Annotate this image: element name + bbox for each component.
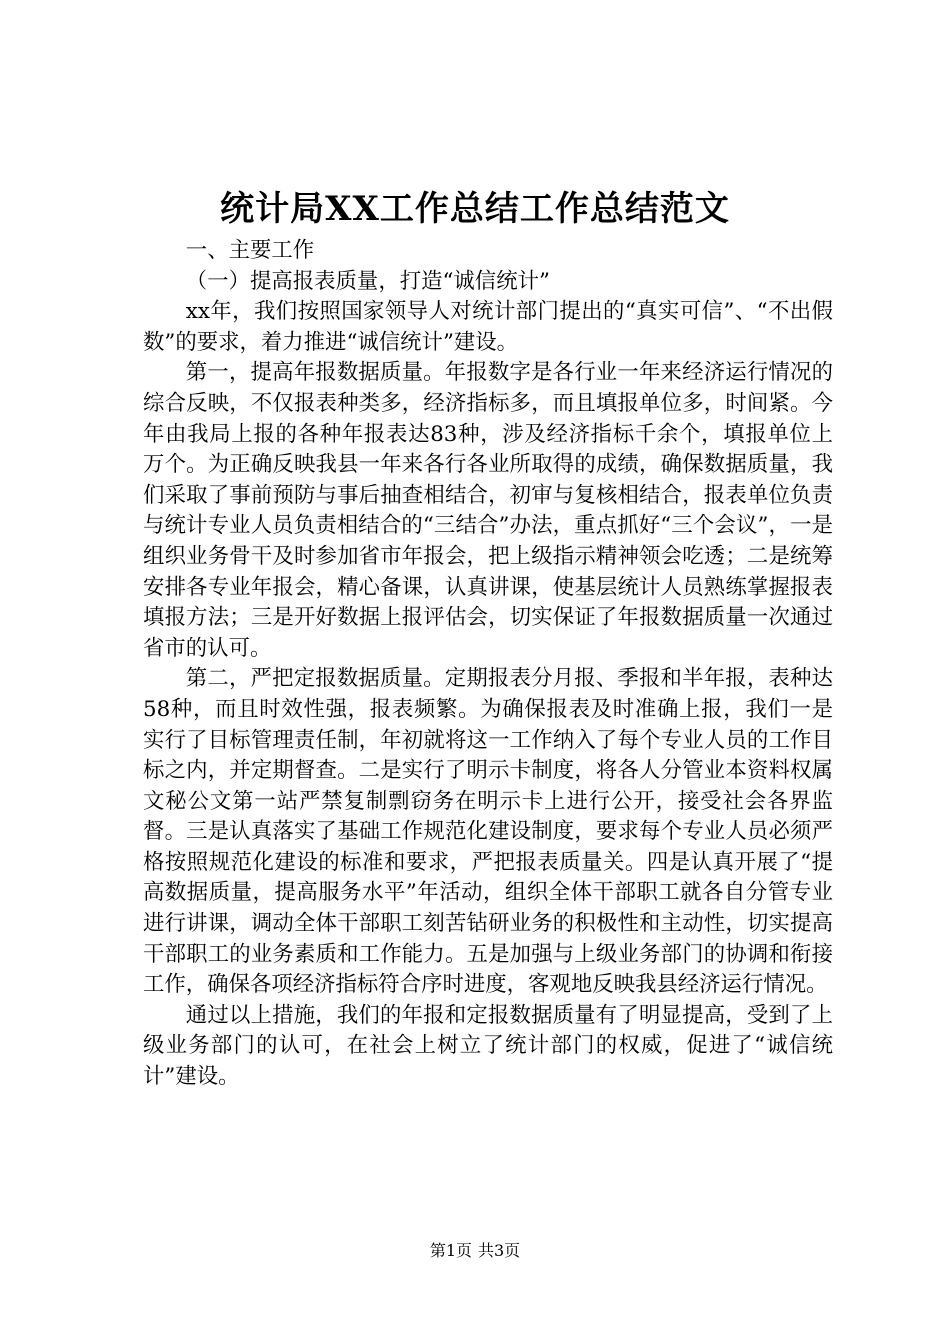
subsection-heading: （一）提高报表质量，打造“诚信统计” bbox=[185, 268, 550, 294]
body-paragraph: 第二，严把定报数据质量。定期报表分月报、季报和半年报，表种达58种，而且时效性强，报表频繁。为确保报表及时准确上报，我们一是实行了目标管理责任制，年初就将这一工作纳入了每个专业人员的工作目标之内，并定期督查。二是实行了明示卡制度，将各人分管业本资料权属文秘公文第一站严禁复制剽窃务在明示卡上进行公开，接受社会各界监督。三是认真落实了基础工作规范化建设制度，要求每个专业人员必须严格按照规范化建设的标准和要求，严把报表质量关。四是认真开展了“提高数据质量，提高服务水平”年活动，组织全体干部职工就各自分管专业进行讲课，调动全体干部职工刻苦钻研业务的积极性和主动性，切实提高干部职工的业务素质和工作能力。五是加强与上级业务部门的协调和衔接工作，确保各项经济指标符合序时进度，客观地反映我县经济运行情况。 bbox=[143, 666, 833, 998]
document-body bbox=[143, 236, 833, 1093]
page-number: 第1页 bbox=[429, 1241, 472, 1260]
page-total: 共3页 bbox=[478, 1241, 521, 1260]
page-title: 统计局XX工作总结工作总结范文 bbox=[220, 189, 730, 229]
body-paragraph: 通过以上措施，我们的年报和定报数据质量有了明显提高，受到了上级业务部门的认可，在社会上树立了统计部门的权威，促进了“诚信统计”建设。 bbox=[143, 1002, 833, 1090]
page-footer bbox=[0, 1240, 950, 1262]
body-paragraph: xx年，我们按照国家领导人对统计部门提出的“真实可信”、“不出假数”的要求，着力推进“诚信统计”建设。 bbox=[143, 299, 833, 355]
section-heading: 一、主要工作 bbox=[185, 238, 315, 263]
body-paragraph: 第一，提高年报数据质量。年报数字是各行业一年来经济运行情况的综合反映，不仅报表种类多，经济指标多，而且填报单位多，时间紧。今年由我局上报的各种年报表达83种，涉及经济指标千余个，填报单位上万个。为正确反映我县一年来各行各业所取得的成绩，确保数据质量，我们采取了事前预防与事后抽查相结合，初审与复核相结合，报表单位负责与统计专业人员负责相结合的“三结合”办法，重点抓好“三个会议”，一是组织业务骨干及时参加省市年报会，把上级指示精神领会吃透；二是统筹安排各专业年报会，精心备课，认真讲课，使基层统计人员熟练掌握报表填报方法；三是开好数据上报评估会，切实保证了年报数据质量一次通过省市的认可。 bbox=[143, 360, 833, 661]
